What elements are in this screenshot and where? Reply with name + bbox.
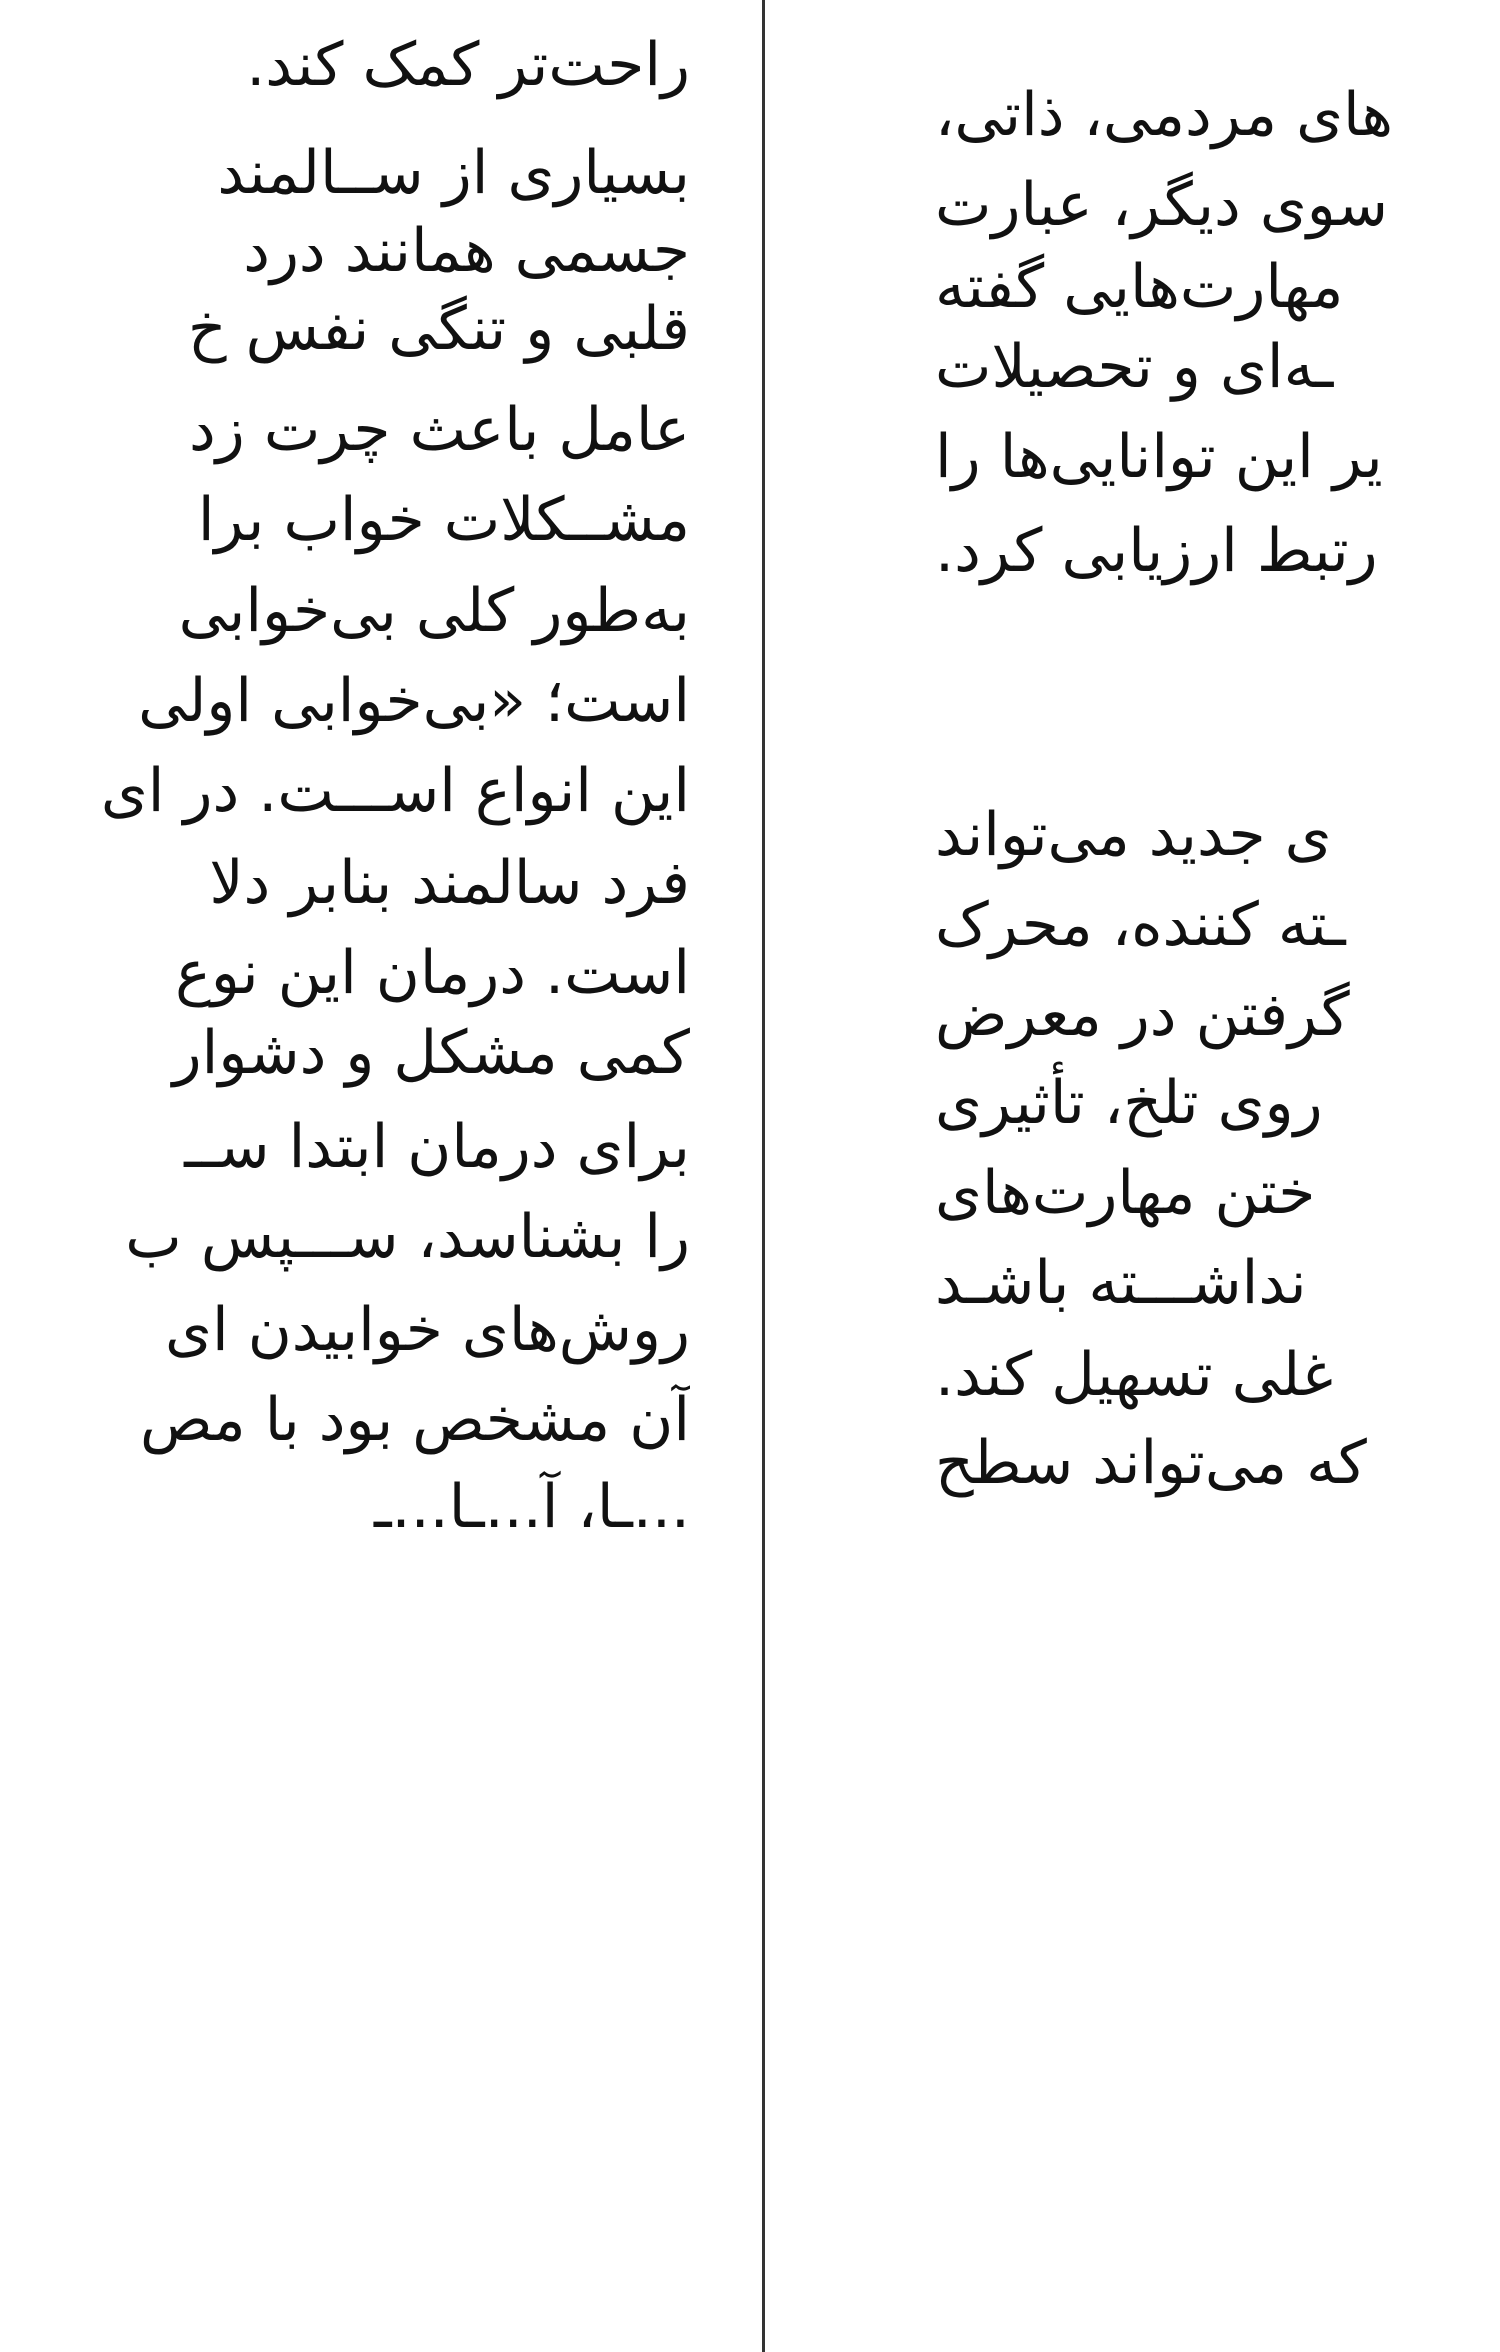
text-line: به‌طور کلی بی‌خوابی: [178, 576, 690, 646]
text-line: فرد سالمند بنابر دلا: [209, 848, 690, 918]
left-text-column: [0, 0, 690, 2352]
text-line: روش‌های خوابیدن ای: [165, 1295, 690, 1365]
text-line: ...ـا، آ...ـا...ـ: [373, 1472, 690, 1542]
text-line: مشــکلات خواب برا: [197, 485, 690, 555]
text-line: ـه‌ای و تحصیلات: [935, 332, 1334, 402]
text-line: غلی تسهیل کند.: [935, 1340, 1334, 1410]
text-line: ی جدید می‌تواند: [935, 800, 1332, 870]
text-line: روی تلخ، تأثیری: [935, 1068, 1323, 1138]
text-line: ـته کننده، محرک: [935, 890, 1346, 960]
text-line: عامل باعث چرت زد: [189, 395, 690, 465]
text-line: کمی مشکل و دشوار: [172, 1018, 690, 1088]
text-line: جسمی همانند درد: [243, 216, 690, 286]
text-line: های مردمی، ذاتی،: [935, 80, 1393, 150]
text-line: ختن مهارت‌های: [935, 1158, 1316, 1228]
right-text-column: [935, 0, 1500, 2352]
text-line: سوی دیگر، عبارت: [935, 170, 1389, 240]
column-divider: [762, 0, 765, 2352]
text-line: مهارت‌هایی گفته: [935, 252, 1344, 322]
text-line: بسیاری از ســالمند: [217, 138, 690, 208]
text-line: راحت‌تر کمک کند.: [246, 30, 690, 100]
text-line: است؛ «بی‌خوابی اولی: [138, 666, 690, 736]
text-line: این انواع اســـت. در ای: [100, 756, 690, 826]
text-line: رتبط ارزیابی کرد.: [935, 516, 1378, 586]
text-line: قلبی و تنگی نفس خ: [187, 294, 690, 364]
text-line: برای درمان ابتدا ســ: [184, 1112, 690, 1182]
text-line: که می‌تواند سطح: [935, 1428, 1367, 1498]
text-line: است. درمان این نوع: [175, 938, 690, 1008]
text-line: نداشـــته باشـد: [935, 1248, 1307, 1318]
text-line: گرفتن در معرض: [935, 980, 1350, 1050]
text-line: یر این توانایی‌ها را: [935, 422, 1383, 492]
text-line: را بشناسد، ســـپس ب: [125, 1202, 690, 1272]
text-line: آن مشخص بود با مص: [140, 1385, 690, 1455]
